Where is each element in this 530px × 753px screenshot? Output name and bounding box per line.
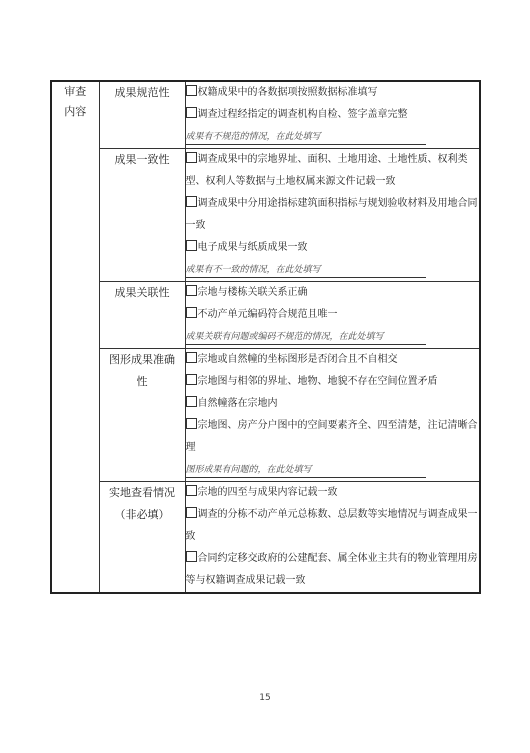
checkbox[interactable] bbox=[186, 396, 197, 407]
list-item bbox=[186, 104, 480, 126]
category-cell bbox=[99, 349, 185, 482]
checkbox[interactable] bbox=[186, 418, 197, 429]
list-item bbox=[186, 371, 480, 393]
item-text: 调查成果中的宗地界址、面积、土地用途、土地性质、权利类型、权利人等数据与土地权属来源文件记载一致 bbox=[185, 154, 468, 187]
checkbox[interactable] bbox=[186, 85, 197, 96]
item-text: 自然幢落在宗地内 bbox=[197, 398, 278, 409]
item-text: 调查的分栋不动产单元总栋数、总层数等实地情况与调查成果一致 bbox=[185, 509, 478, 542]
checkbox[interactable] bbox=[186, 240, 197, 251]
list-item bbox=[186, 304, 480, 326]
list-item bbox=[186, 149, 480, 193]
category-label: 图形成果准确性 bbox=[109, 353, 175, 388]
item-text: 权籍成果中的各数据项按照数据标准填写 bbox=[197, 87, 378, 98]
items-cell bbox=[185, 149, 480, 282]
item-text: 宗地或自然幢的坐标图形是否闭合且不自相交 bbox=[197, 354, 398, 365]
category-label: 成果规范性 bbox=[114, 86, 170, 99]
item-text: 调查过程经指定的调查机构自检、签字盖章完整 bbox=[197, 109, 408, 120]
items-cell bbox=[185, 482, 480, 594]
checkbox[interactable] bbox=[186, 307, 197, 318]
items-cell bbox=[185, 349, 480, 482]
category-cell bbox=[99, 282, 185, 349]
list-item bbox=[186, 482, 480, 504]
checkbox[interactable] bbox=[186, 352, 197, 363]
list-item bbox=[186, 82, 480, 104]
checkbox[interactable] bbox=[186, 285, 197, 296]
table-row bbox=[51, 149, 480, 282]
section-label: 审查内容 bbox=[64, 85, 87, 118]
category-cell bbox=[99, 81, 185, 149]
item-text: 合同约定移交政府的公建配套、属全体业主共有的物业管理用房等与权籍调查成果记载一致 bbox=[185, 553, 478, 586]
note-field[interactable]: 成果有不规范的情况，在此处填写 bbox=[186, 130, 426, 145]
items-cell bbox=[185, 81, 480, 149]
checkbox[interactable] bbox=[186, 107, 197, 118]
note-field[interactable]: 图形成果有问题的，在此处填写 bbox=[186, 463, 426, 478]
table-row bbox=[51, 81, 480, 149]
items-cell bbox=[185, 282, 480, 349]
list-item bbox=[186, 282, 480, 304]
list-item bbox=[186, 548, 480, 592]
item-text: 宗地图与相邻的界址、地物、地貌不存在空间位置矛盾 bbox=[197, 376, 438, 387]
item-text: 不动产单元编码符合规范且唯一 bbox=[197, 309, 338, 320]
item-text: 宗地与楼栋关联关系正确 bbox=[197, 287, 308, 298]
category-label: 成果关联性 bbox=[114, 286, 170, 299]
note-field[interactable]: 成果关联有问题或编码不规范的情况，在此处填写 bbox=[186, 330, 426, 345]
table-row bbox=[51, 349, 480, 482]
section-cell bbox=[51, 81, 99, 593]
list-item bbox=[186, 504, 480, 548]
category-cell bbox=[99, 482, 185, 594]
category-cell bbox=[99, 149, 185, 282]
list-item bbox=[186, 193, 480, 237]
list-item bbox=[186, 349, 480, 371]
item-text: 宗地的四至与成果内容记载一致 bbox=[197, 487, 338, 498]
table-row bbox=[51, 282, 480, 349]
table-row bbox=[51, 482, 480, 594]
checkbox[interactable] bbox=[186, 485, 197, 496]
list-item bbox=[186, 237, 480, 259]
item-text: 电子成果与纸质成果一致 bbox=[197, 242, 308, 253]
page-number: 15 bbox=[259, 693, 271, 703]
checkbox[interactable] bbox=[186, 374, 197, 385]
review-table bbox=[50, 80, 481, 594]
category-label: 成果一致性 bbox=[114, 153, 170, 166]
note-field[interactable]: 成果有不一致的情况，在此处填写 bbox=[186, 263, 426, 278]
checkbox[interactable] bbox=[186, 196, 197, 207]
checkbox[interactable] bbox=[186, 507, 197, 518]
checkbox[interactable] bbox=[186, 551, 197, 562]
item-text: 调查成果中分用途指标建筑面积指标与规划验收材料及用地合同一致 bbox=[185, 198, 478, 231]
category-label: 实地查看情况（非必填） bbox=[109, 486, 175, 521]
list-item bbox=[186, 415, 480, 459]
item-text: 宗地图、房产分户图中的空间要素齐全、四至清楚，注记清晰合理 bbox=[185, 420, 478, 453]
list-item bbox=[186, 393, 480, 415]
checkbox[interactable] bbox=[186, 152, 197, 163]
